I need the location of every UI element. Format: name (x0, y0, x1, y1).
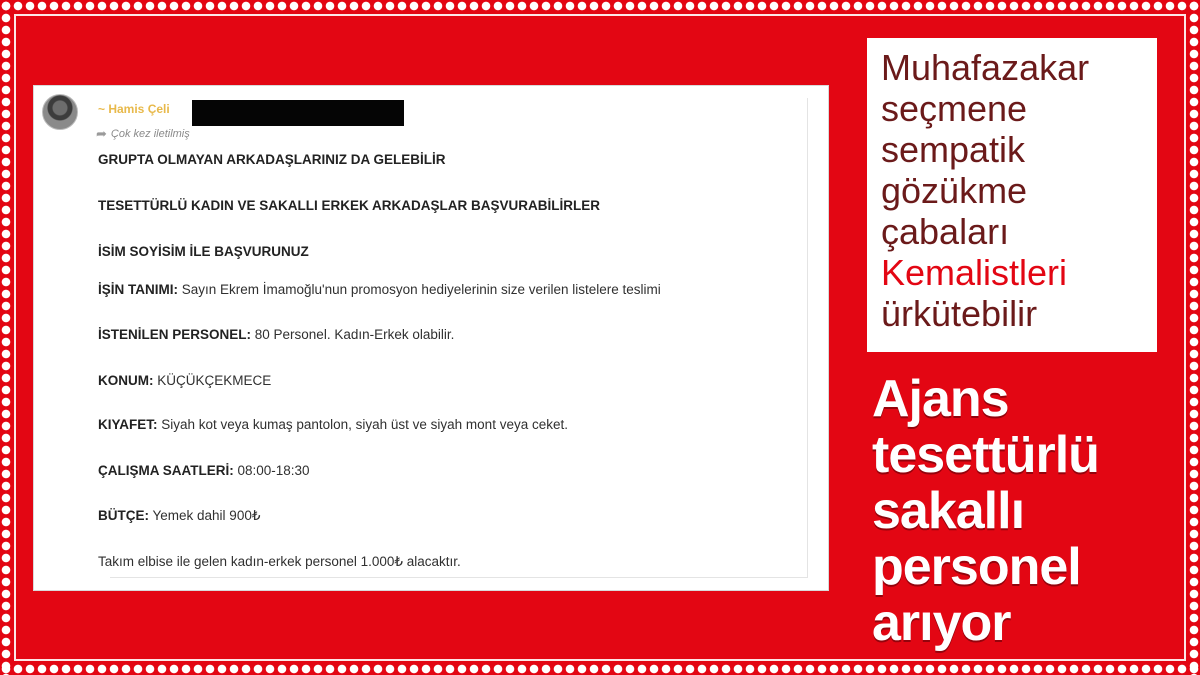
subheadline-line: çabaları (881, 211, 1010, 252)
message-line: TESETTÜRLÜ KADIN VE SAKALLI ERKEK ARKADAŞLAR BAŞVURABİLİRLER (98, 198, 601, 213)
subheadline-line-accent: Kemalistleri (881, 252, 1068, 293)
message-line: İSTENİLEN PERSONEL: 80 Personel. Kadın-Erkek olabilir. (98, 327, 455, 342)
message-line: KIYAFET: Siyah kot veya kumaş pantolon, siyah üst ve siyah mont veya ceket. (98, 417, 568, 432)
subheadline-line: gözükme (881, 170, 1028, 211)
message-screenshot (34, 86, 828, 590)
message-line: KONUM: KÜÇÜKÇEKMECE (98, 373, 272, 388)
message-line: BÜTÇE: Yemek dahil 900₺ (98, 508, 261, 523)
subheadline-box (867, 38, 1157, 352)
frame-bottom-edge (0, 663, 1200, 675)
message-line: İŞİN TANIMI: Sayın Ekrem İmamoğlu'nun promosyon hediyelerinin size verilen listelere teslimi (98, 282, 661, 297)
headline-line: Ajans (872, 370, 1009, 428)
subheadline-line: ürkütebilir (881, 293, 1038, 334)
redaction-bar (192, 100, 404, 126)
frame-right-edge (1188, 0, 1200, 675)
message-line: GRUPTA OLMAYAN ARKADAŞLARINIZ DA GELEBİLİR (98, 152, 446, 167)
subheadline-line: seçmene (881, 88, 1028, 129)
forwarded-text: Çok kez iletilmiş (110, 128, 190, 140)
message-line: ÇALIŞMA SAATLERİ: 08:00-18:30 (98, 463, 310, 478)
headline-line: arıyor (872, 594, 1011, 652)
forward-arrow-icon: ➦ (96, 126, 107, 141)
headline-line: personel (872, 538, 1081, 596)
frame-top-edge (0, 0, 1200, 12)
message-line: Takım elbise ile gelen kadın-erkek personel 1.000₺ alacaktır. (98, 554, 461, 569)
subheadline-line: Muhafazakar (881, 47, 1090, 88)
sender-name: ~ Hamis Çeli (98, 102, 170, 116)
subheadline-line: sempatik (881, 129, 1026, 170)
avatar (42, 94, 78, 130)
frame-left-edge (0, 0, 12, 675)
headline-line: tesettürlü (872, 426, 1099, 484)
message-line: İSİM SOYİSİM İLE BAŞVURUNUZ (98, 244, 309, 259)
forwarded-label (96, 126, 190, 142)
headline-line: sakallı (872, 482, 1025, 540)
